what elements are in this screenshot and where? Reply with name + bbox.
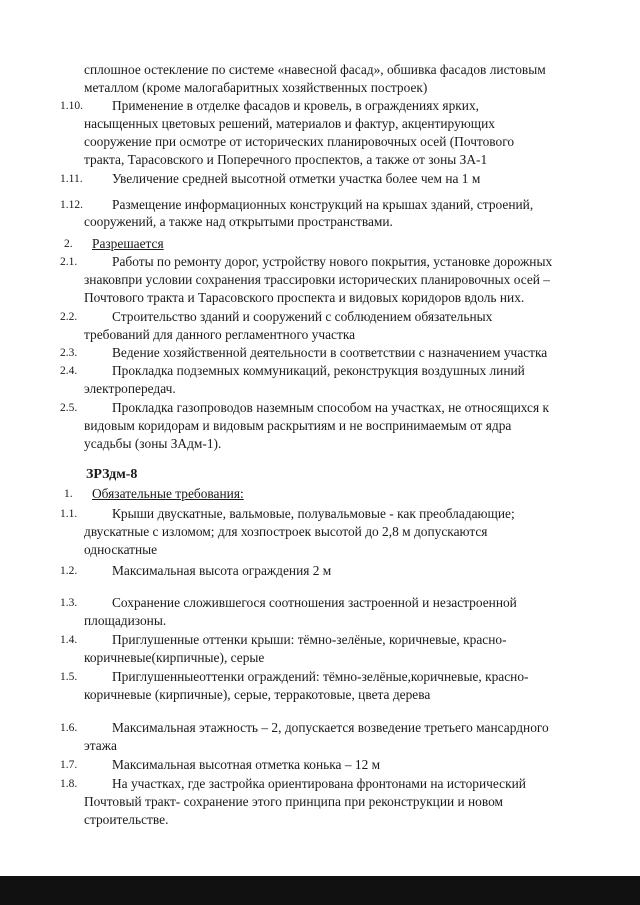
scan-bottom-edge [0,876,640,905]
item-text-line: Почтовый тракт- сохранение этого принципа при реконструкции и новом [84,794,504,809]
item-number: 2.4. [60,365,78,377]
item-text-line: видовым коридорам и видовым раскрытиям и не воспринимаемым от ядра [84,418,512,433]
item-text-line: Приглушенные оттенки крыши: тёмно-зелёные, коричневые, красно- [112,632,507,647]
item-number: 2.5. [60,402,78,414]
item-text-line: Размещение информационных конструкций на крышах зданий, строений, [112,197,534,212]
item-text-line: знаковпри условии сохранения трассировки исторических планировочных осей – [84,272,550,287]
item-number: 2.1. [60,256,78,268]
item-text-line: Приглушенныеоттенки ограждений: тёмно-зелёные,коричневые, красно- [112,669,529,684]
item-number: 1.3. [60,597,78,609]
item-text-line: усадьбы (зоны ЗАдм-1). [84,436,222,451]
item-text-line: этажа [84,738,117,753]
section-title: Обязательные требования: [92,486,244,501]
item-text-line: На участках, где застройка ориентирована фронтонами на исторический [112,776,526,791]
item-text-line: Работы по ремонту дорог, устройству нового покрытия, установке дорожных [112,254,553,269]
item-number: 1.11. [60,173,83,185]
intro-line-1: сплошное остекление по системе «навесной фасад», обшивка фасадов листовым [84,62,546,77]
item-text-line: Сохранение сложившегося соотношения застроенной и незастроенной [112,595,517,610]
item-number: 1.2. [60,565,78,577]
section-title: Разрешается [92,236,164,251]
item-text-line: коричневые(кирпичные), серые [84,650,265,665]
item-text-line: требований для данного регламентного участка [84,327,356,342]
item-text-line: электропередач. [84,381,176,396]
zone-heading: ЗРЗдм-8 [86,467,138,482]
section-number: 1. [64,488,73,500]
item-text-line: Максимальная этажность – 2, допускается возведение третьего мансардного [112,720,549,735]
item-number: 1.1. [60,508,78,520]
item-text-line: Максимальная высота ограждения 2 м [112,563,332,578]
section-number: 2. [64,238,73,250]
item-number: 1.10. [60,100,83,112]
item-text-line: коричневые (кирпичные), серые, терракотовые, цвета дерева [84,687,431,702]
item-number: 1.12. [60,199,83,211]
item-text-line: Крыши двускатные, вальмовые, полувальмовые - как преобладающие; [112,506,515,521]
item-number: 1.8. [60,778,78,790]
item-text-line: Строительство зданий и сооружений с соблюдением обязательных [112,309,493,324]
item-text-line: Применение в отделке фасадов и кровель, в ограждениях ярких, [112,98,479,113]
item-number: 2.3. [60,347,78,359]
item-text-line: двускатные с изломом; для хозпостроек высотой до 2,8 м допускаются [84,524,488,539]
item-text-line: Почтового тракта и Тарасовского проспекта и видовых коридоров вдоль них. [84,290,525,305]
item-text-line: сооружений, а также над открытыми пространствами. [84,214,393,229]
item-text-line: тракта, Тарасовского и Поперечного проспектов, а также от зоны ЗА-1 [84,152,488,167]
item-number: 1.7. [60,759,78,771]
item-number: 1.5. [60,671,78,683]
item-text-line: Ведение хозяйственной деятельности в соответствии с назначением участка [112,345,548,360]
item-text-line: сооружение при осмотре от исторических планировочных осей (Почтового [84,134,515,149]
item-text-line: Максимальная высотная отметка конька – 12 м [112,757,381,772]
item-number: 1.6. [60,722,78,734]
intro-line-2: металлом (кроме малогабаритных хозяйственных построек) [84,80,428,95]
item-text-line: площадизоны. [84,613,167,628]
item-number: 1.4. [60,634,78,646]
item-text-line: насыщенных цветовых решений, материалов и фактур, акцентирующих [84,116,495,131]
item-number: 2.2. [60,311,78,323]
item-text-line: односкатные [84,542,158,557]
item-text-line: Прокладка подземных коммуникаций, реконструкция воздушных линий [112,363,525,378]
item-text-line: строительстве. [84,812,169,827]
item-text-line: Прокладка газопроводов наземным способом на участках, не относящихся к [112,400,549,415]
item-text-line: Увеличение средней высотной отметки участка более чем на 1 м [112,171,481,186]
